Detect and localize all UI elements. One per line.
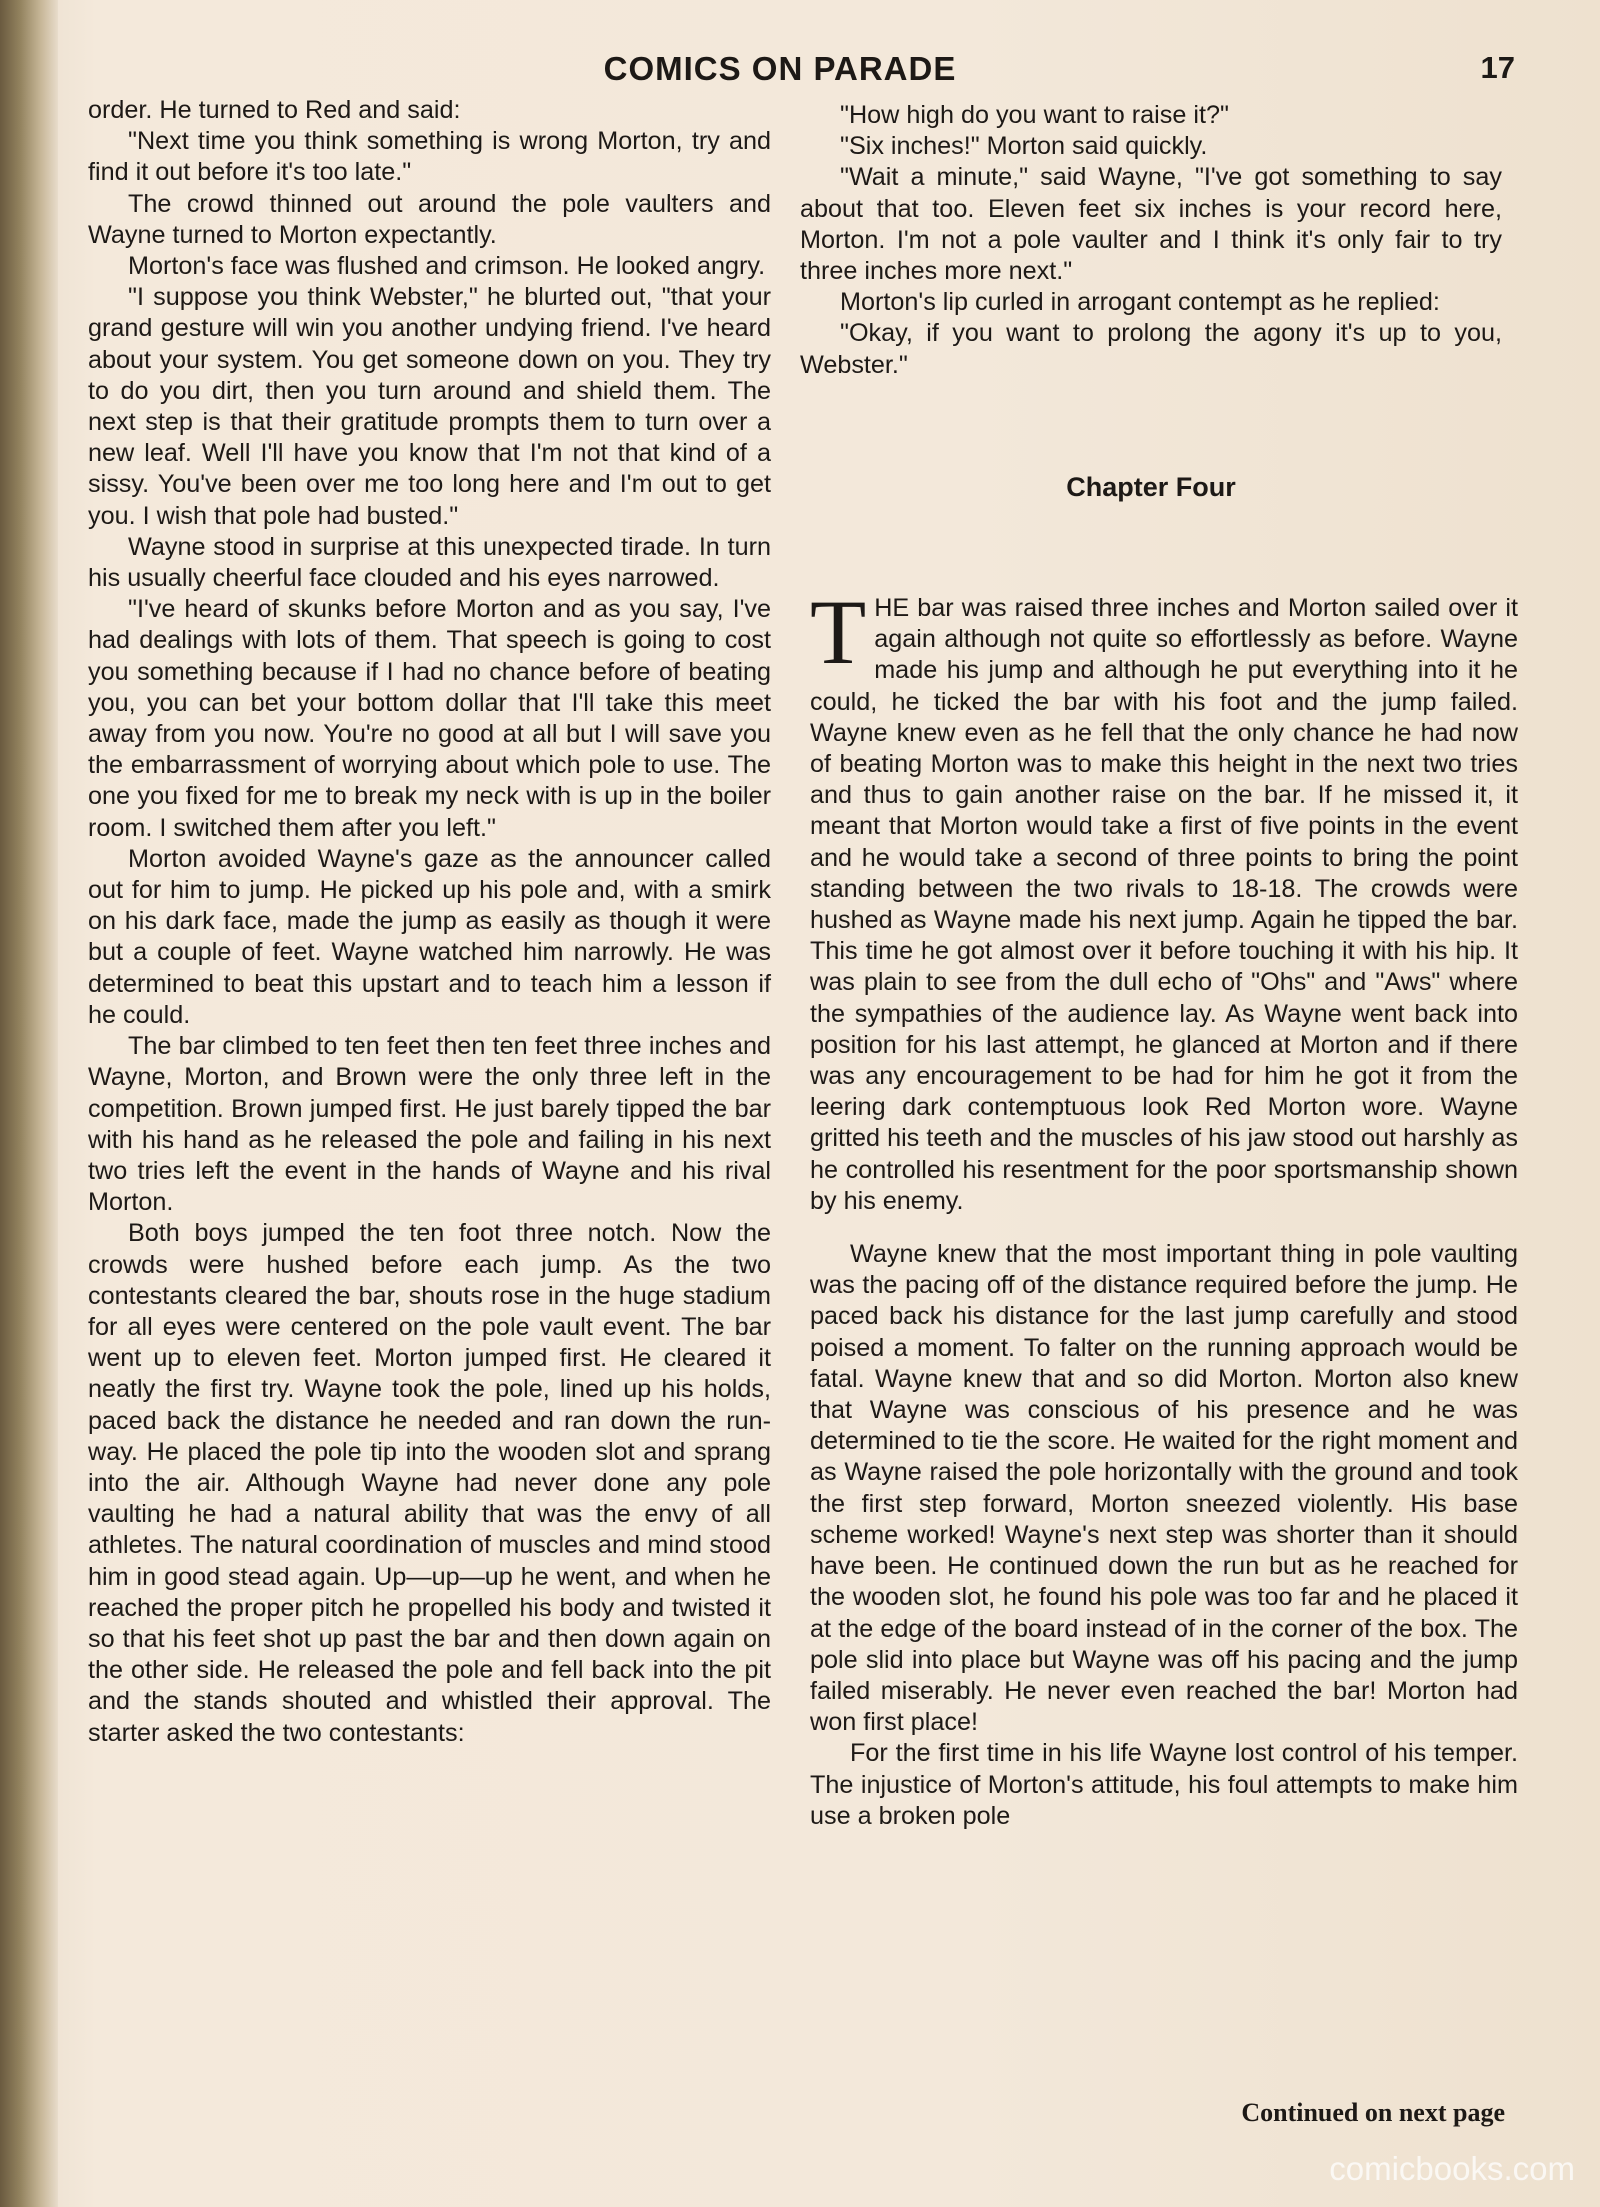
continued-notice: Continued on next page <box>1241 2098 1505 2127</box>
chapter-heading: Chapter Four <box>1066 472 1236 502</box>
paragraph: Wayne stood in surprise at this unexpected tirade. In turn his usually cheerful face clouded and his eyes narrowed. <box>88 532 771 593</box>
left-text-column <box>88 95 771 1749</box>
paragraph: Both boys jumped the ten foot three notch. Now the crowds were hushed before each jump. As the two contestants cleared the bar, shouts rose in the huge stadium for all eyes were centered on the pole vault event. The bar went up to eleven feet. Morton jumped first. He cleared it neatly the first try. Wayne took the pole, lined up his holds, paced back the distance he needed and ran down the run-way. He placed the pole tip into the wooden slot and sprang into the air. Although Wayne had never done any pole vaulting he had a natural ability that was the envy of all athletes. The natural coordination of muscles and mind stood him in good stead again. Up—up—up he went, and when he reached the proper pitch he propelled his body and twisted it so that his feet shot up past the bar and then down again on the other side. He released the pole and fell back into the pit and the stands shouted and whistled their approval. The starter asked the two contestants: <box>88 1219 771 1747</box>
page-header-title: COMICS ON PARADE <box>603 50 957 87</box>
watermark-text: comicbooks.com <box>1329 2150 1575 2187</box>
paragraph: "I suppose you think Webster," he blurted out, "that your grand gesture will win you another undying friend. I've heard about your system. You get someone down on you. They try to do you dirt, then you turn around and shield them. The next step is that their gratitude prompts them to turn over a new leaf. Well I'll have you know that I'm not that kind of a sissy. You've been over me too long here and I'm out to get you. I wish that pole had busted." <box>88 283 771 530</box>
paragraph: "I've heard of skunks before Morton and as you say, I've had dealings with lots of them. That speech is going to cost you something because if I had no chance before of beating you, you can bet your bottom dollar that I'll take this meet away from you now. You're no good at all but I will save you the embarrassment of worrying about which pole to use. The one you fixed for me to break my neck with is up in the boiler room. I switched them after you left." <box>88 595 771 842</box>
paragraph: order. He turned to Red and said: <box>88 96 461 124</box>
paragraph: "How high do you want to raise it?" <box>840 101 1229 129</box>
paragraph: Wayne knew that the most important thing in pole vaulting was the pacing off of the distance required before the jump. He paced back his distance for the last jump carefully and stood poised a moment. To falter on the running approach would be fatal. Wayne knew that and so did Morton. Morton also knew that Wayne was conscious of his presence and he was determined to tie the score. He waited for the right moment and as Wayne raised the pole horizontally with the ground and took the first step forward, Morton sneezed violently. His base scheme worked! Wayne's next step was shorter than it should have been. He continued down the run but as he reached for the wooden slot, he found his pole was too far and he placed it at the edge of the board instead of in the corner of the box. The pole slid into place but Wayne was off his pacing and the jump failed miserably. He never even reached the bar! Morton had won first place! <box>810 1240 1518 1737</box>
paragraph: The bar climbed to ten feet then ten feet three inches and Wayne, Morton, and Brown were the only three left in the competition. Brown jumped first. He just barely tipped the bar with his hand as he released the pole and failing in his next two tries left the event in the hands of Wayne and his rival Morton. <box>88 1032 771 1217</box>
paragraph: "Okay, if you want to prolong the agony it's up to you, Webster." <box>800 319 1502 379</box>
paragraph: For the first time in his life Wayne lost control of his temper. The injustice of Morton's attitude, his foul attempts to make him use a broken pole <box>810 1739 1518 1830</box>
paragraph: Morton's lip curled in arrogant contempt as he replied: <box>840 288 1440 317</box>
page-spine-shadow <box>0 0 58 2207</box>
right-top-text <box>800 100 1502 381</box>
paragraph-text: HE bar was raised three inches and Morton sailed over it again although not quite so effortlessly as before. Wayne made his jump and although he put everything into it he could, he ticked the bar with his foot and the jump failed. Wayne knew even as he fell that the only chance he had now of beating Morton was to make this height in the next two tries and thus to gain another raise on the bar. If he missed it, it meant that Morton would take a first of five points in the event and he would take a second of three points to bring the point standing between the two rivals to 18-18. The crowds were hushed as Wayne made his next jump. Again he tipped the bar. This time he got almost over it before touching it with his hip. It was plain to see from the dull echo of "Ohs" and "Aws" where the sympathies of the audience lay. As Wayne went back into position for his last attempt, he glanced at Morton and if there was any encouragement to be had for him he got it from the leering dark contemptuous look Red Morton wore. Wayne gritted his teeth and the muscles of his jaw stood out harshly as he controlled his resentment for the poor sportsmanship shown by his enemy. <box>810 594 1518 1215</box>
right-body-text <box>810 581 1518 1832</box>
paragraph: "Next time you think something is wrong Morton, try and find it out before it's too late." <box>88 127 771 187</box>
paragraph: Morton's face was flushed and crimson. He looked angry. <box>128 252 766 281</box>
paragraph: The crowd thinned out around the pole vaulters and Wayne turned to Morton expectantly. <box>88 189 771 249</box>
page-number: 17 <box>1480 50 1515 85</box>
drop-cap: T <box>810 581 867 683</box>
paragraph: Morton avoided Wayne's gaze as the announcer called out for him to jump. He picked up his pole and, with a smirk on his dark face, made the jump as easily as though it were but a couple of feet. Wayne watched him narrowly. He was determined to beat this upstart and to teach him a lesson if he could. <box>88 844 771 1029</box>
paragraph: "Wait a minute," said Wayne, "I've got something to say about that too. Eleven feet six inches is your record here, Morton. I'm not a pole vaulter and I think it's only fair to try three inches more next." <box>800 163 1502 286</box>
chapter-opening-paragraph <box>810 581 1518 1217</box>
paragraph: "Six inches!" Morton said quickly. <box>840 132 1208 161</box>
paragraph-gap <box>810 1217 1518 1239</box>
